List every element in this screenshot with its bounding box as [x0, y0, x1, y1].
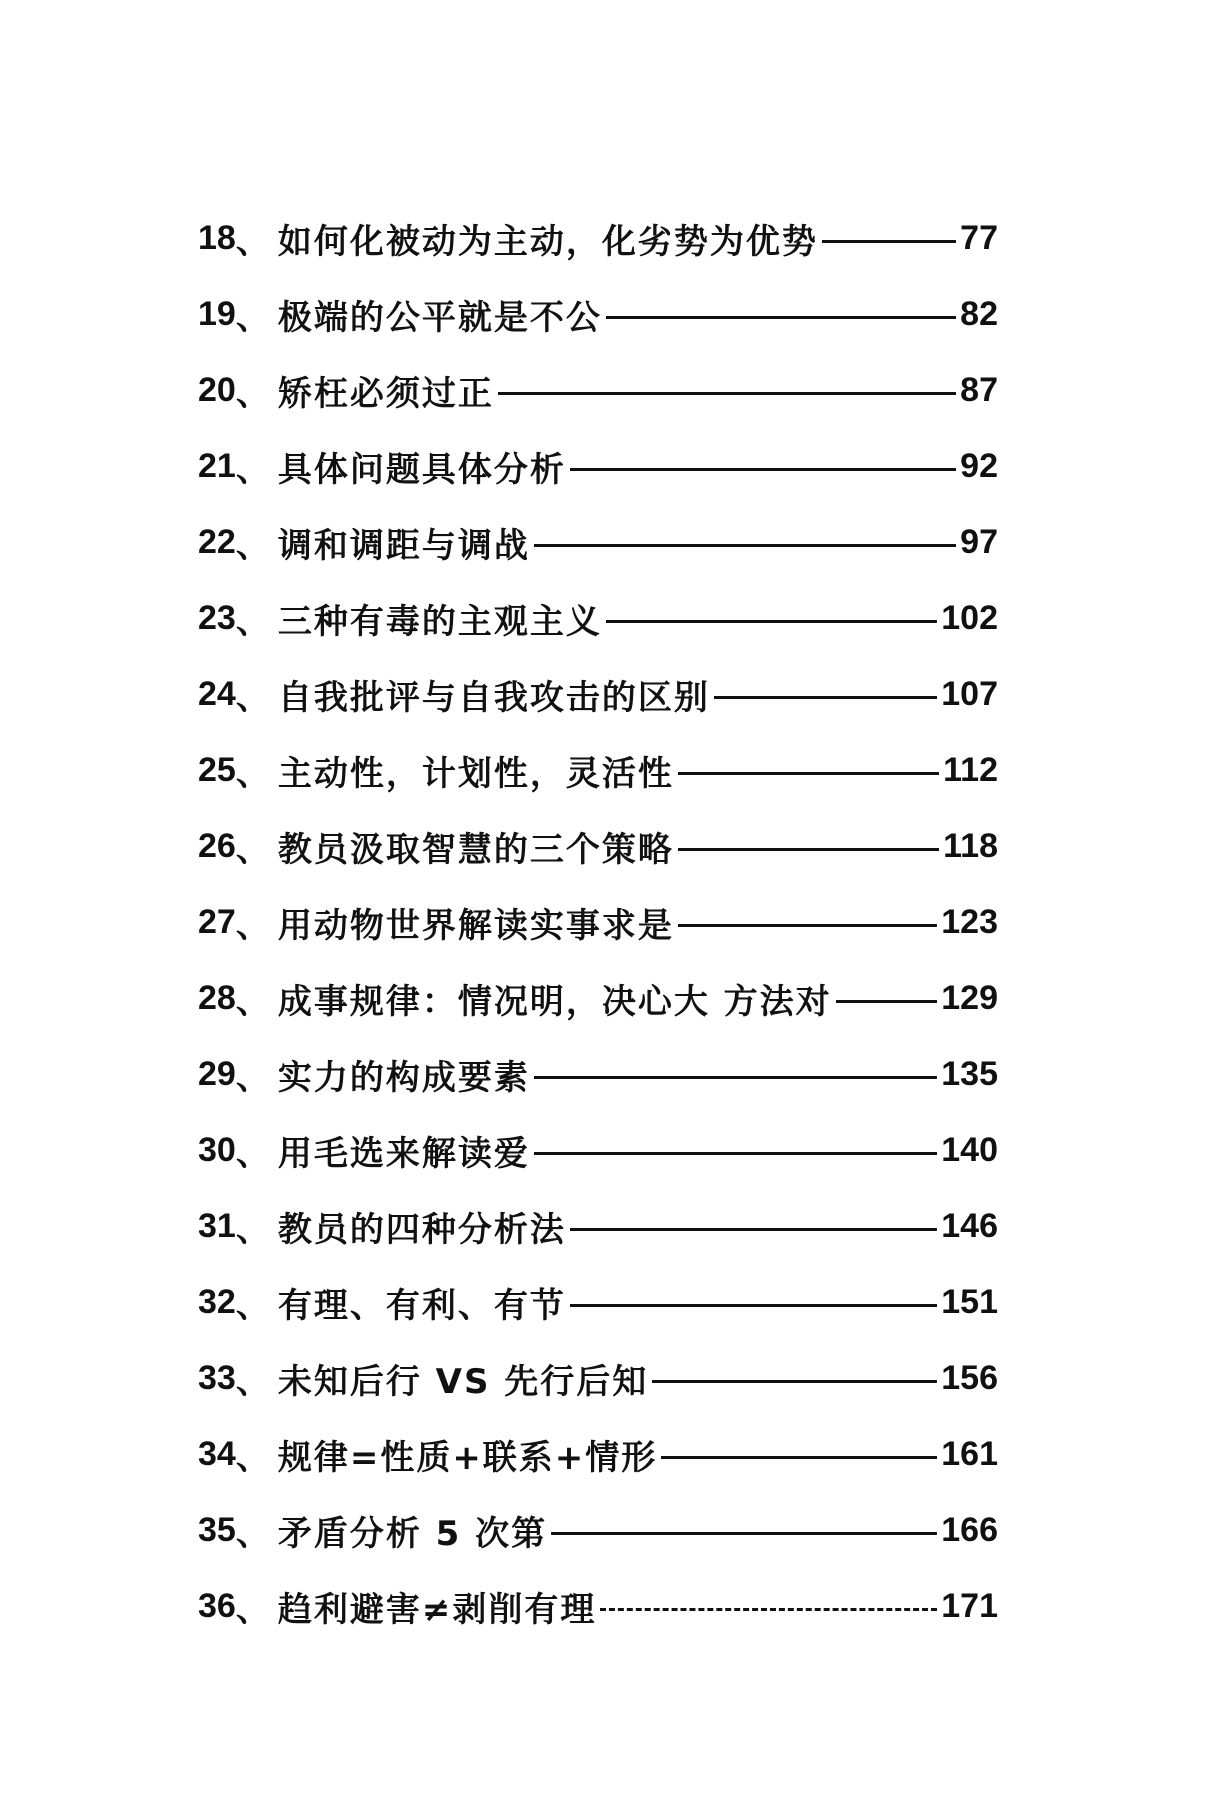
entry-page-number: 129	[941, 978, 998, 1017]
entry-page-number: 161	[941, 1434, 998, 1473]
toc-entry	[198, 1112, 998, 1188]
entry-title: 教员的四种分析法	[277, 1209, 566, 1250]
leader-line	[678, 848, 939, 851]
entry-separator: 、	[235, 1437, 272, 1478]
entry-separator: 、	[235, 1057, 272, 1098]
leader-line	[570, 1304, 937, 1307]
toc-entry	[198, 504, 998, 580]
entry-number: 28	[198, 978, 236, 1017]
toc-entry	[198, 808, 998, 884]
entry-separator: 、	[235, 1285, 272, 1326]
entry-separator: 、	[235, 1513, 272, 1554]
leader-line	[551, 1532, 937, 1535]
entry-page-number: 82	[960, 294, 998, 333]
entry-page-number: 156	[941, 1358, 998, 1397]
entry-title: 教员汲取智慧的三个策略	[277, 829, 674, 870]
leader-line	[822, 240, 956, 243]
toc-entry	[198, 1340, 998, 1416]
leader-line	[570, 1228, 937, 1231]
leader-line	[534, 1152, 937, 1155]
entry-title: 有理、有利、有节	[277, 1285, 566, 1326]
entry-number: 25	[198, 750, 236, 789]
entry-number: 22	[198, 522, 236, 561]
entry-page-number: 92	[960, 446, 998, 485]
table-of-contents	[198, 200, 998, 1644]
entry-separator: 、	[235, 297, 272, 338]
toc-entry	[198, 656, 998, 732]
toc-entry	[198, 732, 998, 808]
toc-entry	[198, 1036, 998, 1112]
entry-page-number: 87	[960, 370, 998, 409]
leader-line	[606, 620, 937, 623]
toc-entry	[198, 884, 998, 960]
entry-separator: 、	[235, 449, 272, 490]
entry-number: 20	[198, 370, 236, 409]
entry-number: 36	[198, 1586, 236, 1625]
toc-entry	[198, 200, 998, 276]
entry-page-number: 166	[941, 1510, 998, 1549]
toc-entry	[198, 276, 998, 352]
entry-number: 24	[198, 674, 236, 713]
entry-title: 具体问题具体分析	[277, 449, 566, 490]
entry-title: 矫枉必须过正	[277, 373, 494, 414]
entry-number: 27	[198, 902, 236, 941]
entry-title: 实力的构成要素	[277, 1057, 530, 1098]
entry-page-number: 97	[960, 522, 998, 561]
entry-page-number: 151	[941, 1282, 998, 1321]
entry-separator: 、	[235, 981, 272, 1022]
entry-separator: 、	[235, 373, 272, 414]
entry-number: 35	[198, 1510, 236, 1549]
leader-line	[498, 392, 956, 395]
entry-number: 34	[198, 1434, 236, 1473]
entry-page-number: 107	[941, 674, 998, 713]
entry-title: 用动物世界解读实事求是	[277, 905, 674, 946]
entry-separator: 、	[235, 221, 272, 262]
toc-entry	[198, 960, 998, 1036]
toc-entry	[198, 1568, 998, 1644]
entry-number: 29	[198, 1054, 236, 1093]
entry-page-number: 146	[941, 1206, 998, 1245]
entry-number: 26	[198, 826, 236, 865]
entry-title: 用毛选来解读爱	[277, 1133, 530, 1174]
leader-line	[678, 924, 937, 927]
leader-line	[652, 1380, 937, 1383]
entry-title: 规律=性质+联系+情形	[277, 1437, 658, 1478]
entry-separator: 、	[235, 601, 272, 642]
entry-separator: 、	[235, 525, 272, 566]
entry-title: 矛盾分析 5 次第	[277, 1513, 548, 1554]
entry-page-number: 102	[941, 598, 998, 637]
entry-separator: 、	[235, 753, 272, 794]
entry-title: 成事规律：情况明，决心大 方法对	[277, 981, 832, 1022]
entry-page-number: 171	[941, 1586, 998, 1625]
entry-title: 未知后行 VS 先行后知	[277, 1361, 649, 1402]
entry-title: 三种有毒的主观主义	[277, 601, 602, 642]
entry-number: 31	[198, 1206, 236, 1245]
leader-line	[661, 1456, 937, 1459]
toc-entry	[198, 428, 998, 504]
entry-separator: 、	[235, 1209, 272, 1250]
entry-page-number: 118	[943, 826, 998, 865]
leader-line	[836, 1000, 938, 1003]
entry-title: 如何化被动为主动，化劣势为优势	[277, 221, 818, 262]
entry-title: 主动性，计划性，灵活性	[277, 753, 674, 794]
entry-title: 极端的公平就是不公	[277, 297, 602, 338]
entry-page-number: 77	[960, 218, 998, 257]
entry-page-number: 140	[941, 1130, 998, 1169]
entry-separator: 、	[235, 905, 272, 946]
entry-number: 19	[198, 294, 236, 333]
leader-line	[570, 468, 956, 471]
leader-line	[714, 696, 937, 699]
toc-entry	[198, 1264, 998, 1340]
entry-title: 调和调距与调战	[277, 525, 530, 566]
entry-separator: 、	[235, 1589, 272, 1630]
leader-line	[606, 316, 956, 319]
toc-entry	[198, 1416, 998, 1492]
entry-number: 33	[198, 1358, 236, 1397]
entry-separator: 、	[235, 677, 272, 718]
entry-page-number: 135	[941, 1054, 998, 1093]
entry-separator: 、	[235, 829, 272, 870]
entry-number: 18	[198, 218, 236, 257]
entry-page-number: 123	[941, 902, 998, 941]
toc-entry	[198, 1492, 998, 1568]
toc-entry	[198, 580, 998, 656]
leader-line	[534, 544, 956, 547]
entry-number: 32	[198, 1282, 236, 1321]
leader-line	[534, 1076, 937, 1079]
leader-line	[600, 1608, 937, 1611]
entry-separator: 、	[235, 1361, 272, 1402]
toc-entry	[198, 352, 998, 428]
entry-title: 自我批评与自我攻击的区别	[277, 677, 710, 718]
entry-page-number: 112	[943, 750, 998, 789]
entry-number: 30	[198, 1130, 236, 1169]
entry-separator: 、	[235, 1133, 272, 1174]
entry-number: 23	[198, 598, 236, 637]
toc-entry	[198, 1188, 998, 1264]
entry-title: 趋利避害≠剥削有理	[277, 1589, 597, 1630]
entry-number: 21	[198, 446, 236, 485]
leader-line	[678, 772, 939, 775]
